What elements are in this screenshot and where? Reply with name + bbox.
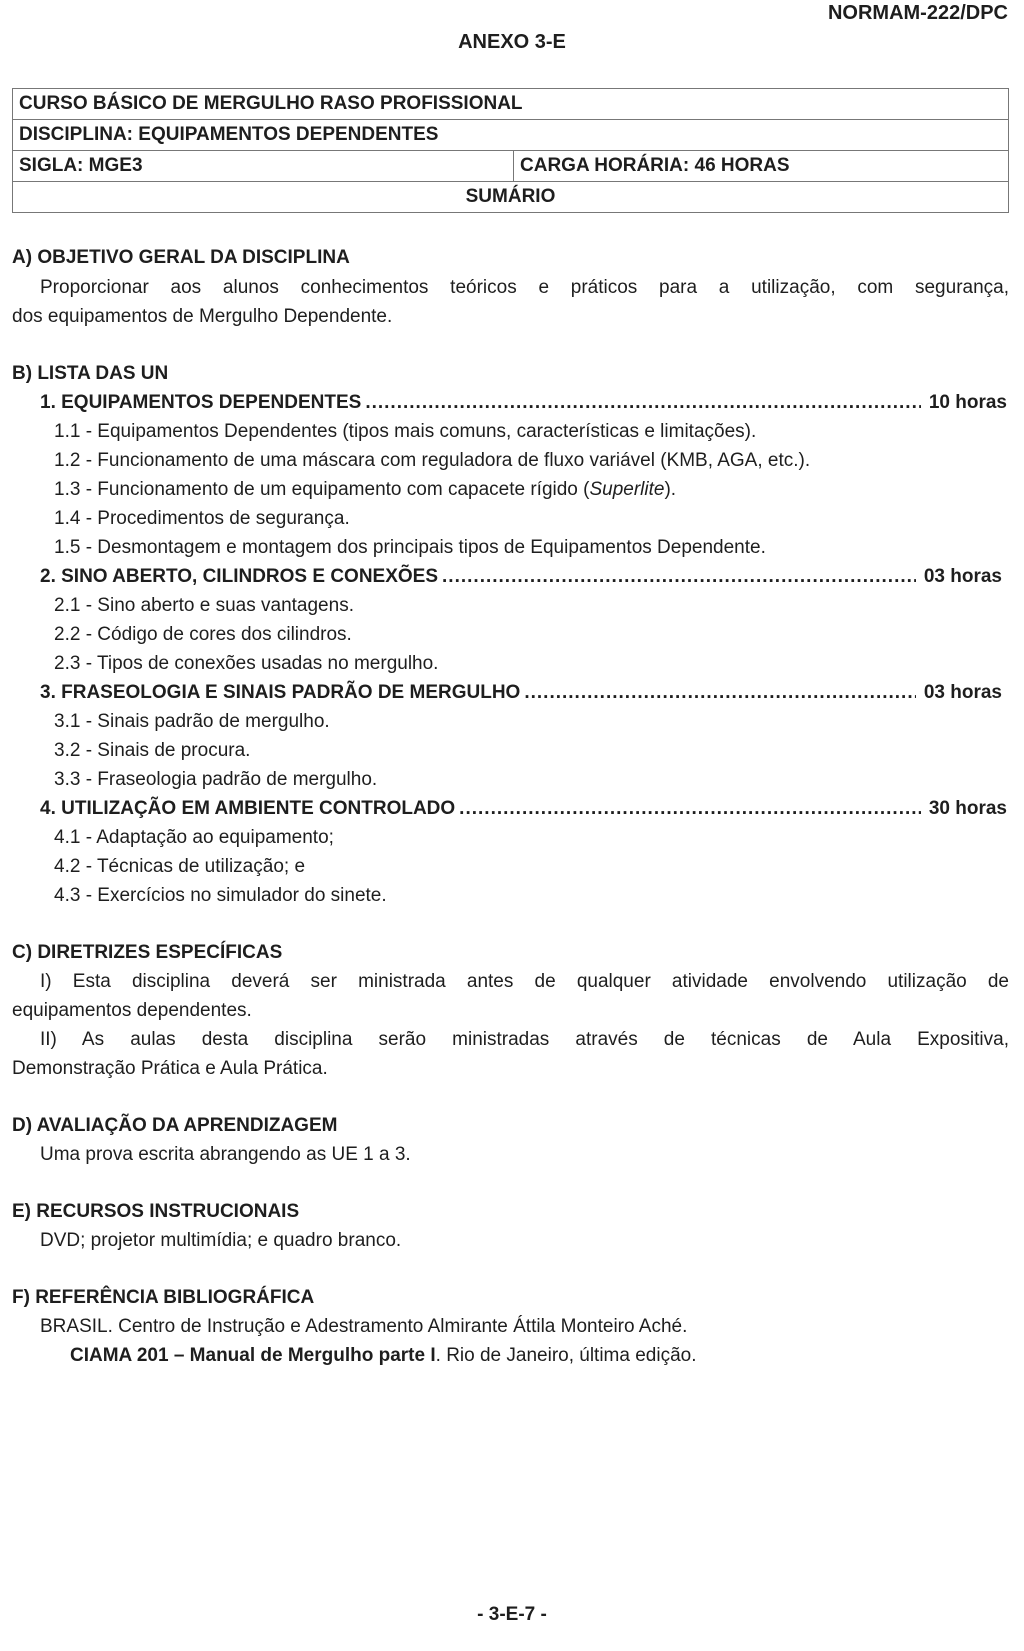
list-item: 1.2 - Funcionamento de uma máscara com reguladora de fluxo variável (KMB, AGA, etc.). bbox=[54, 450, 811, 471]
unit-hours: 03 horas bbox=[923, 682, 1002, 703]
dot-leader bbox=[442, 563, 916, 591]
discipline-code: SIGLA: MGE3 bbox=[13, 151, 514, 182]
section-e-text: DVD; projetor multimídia; e quadro branco. bbox=[40, 1230, 402, 1251]
table-row bbox=[13, 151, 1009, 182]
table-row bbox=[13, 89, 1009, 120]
list-item: 3.1 - Sinais padrão de mergulho. bbox=[54, 711, 330, 732]
list-item: 4.2 - Técnicas de utilização; e bbox=[54, 856, 306, 877]
list-item: 2.3 - Tipos de conexões usadas no mergulho. bbox=[54, 653, 439, 674]
section-d-title: D) AVALIAÇÃO DA APRENDIZAGEM bbox=[12, 1115, 338, 1136]
list-item: 1.3 - Funcionamento de um equipamento com capacete rígido (Superlite). bbox=[54, 479, 677, 500]
list-item: 4.1 - Adaptação ao equipamento; bbox=[54, 827, 334, 848]
unit-2 bbox=[40, 563, 1002, 591]
list-item: 3.3 - Fraseologia padrão de mergulho. bbox=[54, 769, 378, 790]
section-c-p2-line1: II) As aulas desta disciplina serão ministradas através de técnicas de Aula Expositiva, bbox=[40, 1029, 1009, 1050]
section-a-text-line2: dos equipamentos de Mergulho Dependente. bbox=[12, 306, 393, 327]
unit-hours: 03 horas bbox=[923, 566, 1002, 587]
list-item: 2.1 - Sino aberto e suas vantagens. bbox=[54, 595, 354, 616]
list-item: 1.4 - Procedimentos de segurança. bbox=[54, 508, 350, 529]
list-item: 3.2 - Sinais de procura. bbox=[54, 740, 251, 761]
course-summary-table bbox=[12, 88, 1009, 213]
unit-title: 1. EQUIPAMENTOS DEPENDENTES bbox=[40, 392, 362, 413]
list-item: 1.1 - Equipamentos Dependentes (tipos mais comuns, características e limitações). bbox=[54, 421, 757, 442]
table-row bbox=[13, 120, 1009, 151]
unit-1 bbox=[40, 389, 1007, 417]
section-c-p1-line1: I) Esta disciplina deverá ser ministrada antes de qualquer atividade envolvendo utilização de bbox=[40, 971, 1009, 992]
unit-3 bbox=[40, 679, 1002, 707]
section-a-text-line1: Proporcionar aos alunos conhecimentos teóricos e práticos para a utilização, com segurança, bbox=[40, 277, 1009, 298]
workload: CARGA HORÁRIA: 46 HORAS bbox=[514, 151, 1009, 182]
section-a-title: A) OBJETIVO GERAL DA DISCIPLINA bbox=[12, 247, 350, 268]
unit-hours: 10 horas bbox=[928, 392, 1007, 413]
dot-leader bbox=[459, 795, 921, 823]
list-item: 2.2 - Código de cores dos cilindros. bbox=[54, 624, 352, 645]
unit-title: 3. FRASEOLOGIA E SINAIS PADRÃO DE MERGULHO bbox=[40, 682, 521, 703]
course-name: CURSO BÁSICO DE MERGULHO RASO PROFISSIONAL bbox=[13, 89, 1009, 120]
list-item: 1.5 - Desmontagem e montagem dos principais tipos de Equipamentos Dependente. bbox=[54, 537, 766, 558]
section-c-p1-line2: equipamentos dependentes. bbox=[12, 1000, 252, 1021]
list-item: 4.3 - Exercícios no simulador do sinete. bbox=[54, 885, 387, 906]
section-c-title: C) DIRETRIZES ESPECÍFICAS bbox=[12, 942, 283, 963]
section-c-p2-line2: Demonstração Prática e Aula Prática. bbox=[12, 1058, 328, 1079]
document-code: NORMAM-222/DPC bbox=[827, 2, 1008, 24]
dot-leader bbox=[365, 389, 921, 417]
reference-line2: CIAMA 201 – Manual de Mergulho parte I. Rio de Janeiro, última edição. bbox=[70, 1345, 697, 1366]
unit-title: 2. SINO ABERTO, CILINDROS E CONEXÕES bbox=[40, 566, 439, 587]
table-row bbox=[13, 182, 1009, 213]
unit-4 bbox=[40, 795, 1007, 823]
section-f-title: F) REFERÊNCIA BIBLIOGRÁFICA bbox=[12, 1287, 315, 1308]
dot-leader bbox=[524, 679, 916, 707]
discipline-name: DISCIPLINA: EQUIPAMENTOS DEPENDENTES bbox=[13, 120, 1009, 151]
summary-label: SUMÁRIO bbox=[13, 182, 1009, 213]
section-b-title: B) LISTA DAS UN bbox=[12, 363, 169, 384]
unit-title: 4. UTILIZAÇÃO EM AMBIENTE CONTROLADO bbox=[40, 798, 456, 819]
section-d-text: Uma prova escrita abrangendo as UE 1 a 3. bbox=[40, 1144, 411, 1165]
reference-line1: BRASIL. Centro de Instrução e Adestramento Almirante Áttila Monteiro Aché. bbox=[40, 1316, 688, 1337]
page-number: - 3-E-7 - bbox=[477, 1604, 547, 1625]
annex-title: ANEXO 3-E bbox=[458, 31, 566, 53]
unit-hours: 30 horas bbox=[928, 798, 1007, 819]
section-e-title: E) RECURSOS INSTRUCIONAIS bbox=[12, 1201, 300, 1222]
